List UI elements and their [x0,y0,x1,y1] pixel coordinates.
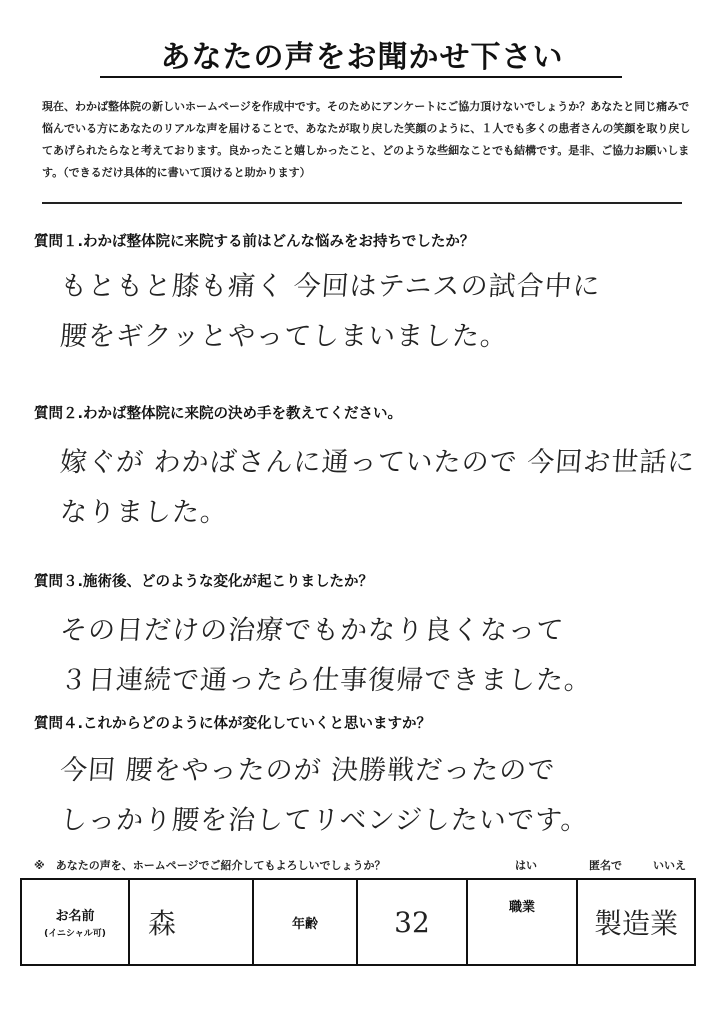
answer-4 [60,746,680,846]
answer-4-line-2: しっかり腰を治してリベンジしたいです。 [58,805,590,836]
answer-2-line-2: なりました。 [58,497,230,528]
question-3-label: 質問３.施術後、どのような変化が起こりましたか？ [34,574,374,590]
consent-option-yes[interactable]: はい [515,859,537,872]
consent-row [34,857,694,875]
consent-option-anonymous[interactable]: 匿名で [589,859,622,872]
question-4-label: 質問４.これからどのように体が変化していくと思いますか？ [34,716,432,732]
respondent-info-table [20,878,696,966]
consent-option-no[interactable]: いいえ [653,859,686,872]
job-label-cell [467,879,577,965]
page-title: あなたの声をお聞かせ下さい [160,40,564,75]
answer-2-line-1: 嫁ぐが わかばさんに通っていたので 今回お世話に [58,447,697,478]
answer-1-line-1: もともと膝も痛く 今回はテニスの試合中に [58,271,602,302]
title-underline [100,76,622,78]
name-value-cell[interactable] [129,879,253,965]
age-value-cell[interactable] [357,879,467,965]
job-value-cell[interactable] [577,879,695,965]
answer-3 [60,606,680,706]
consent-note: ※ あなたの声を、ホームページでご紹介してもよろしいでしょうか？ [34,859,386,872]
age-label-cell [253,879,357,965]
answer-4-line-1: 今回 腰をやったのが 決勝戦だったので [58,755,557,786]
age-value: 32 [394,905,430,939]
answer-3-line-2: ３日連続で通ったら仕事復帰できました。 [58,665,594,696]
question-1-label: 質問１.わかば整体院に来院する前はどんな悩みをお持ちでしたか？ [34,234,475,250]
name-value: 森 [148,907,177,940]
age-label: 年齢 [291,916,318,932]
name-sub-label: (イニシャル可) [44,929,106,939]
section-divider [42,202,682,204]
answer-2 [58,438,697,538]
intro-text: 現在、わかば整体院の新しいホームページを作成中です。そのためにアンケートにご協力頂けないでしょうか？あなたと同じ痛みで悩んでいる方にあなたのリアルな声を届けることで、あなたが取り戻した笑顔のように、１人でも多くの患者さんの笑顔を取り戻してあげられたらなと考えております。良かったこと嬉しかったこと、どのような些細なことでも結構です。是非、ご協力お願いします。（できるだけ具体的に書いて頂けると助かります） [42,100,691,179]
job-value: 製造業 [593,907,678,940]
answer-1-line-2: 腰をギクッとやってしまいました。 [58,321,510,352]
name-label-cell [21,879,129,965]
name-label: お名前 [55,909,95,924]
answer-1 [60,262,680,362]
question-2-label: 質問２.わかば整体院に来院の決め手を教えてください。 [34,406,403,422]
answer-3-line-1: その日だけの治療でもかなり良くなって [58,615,566,646]
job-label: 職業 [508,900,535,915]
